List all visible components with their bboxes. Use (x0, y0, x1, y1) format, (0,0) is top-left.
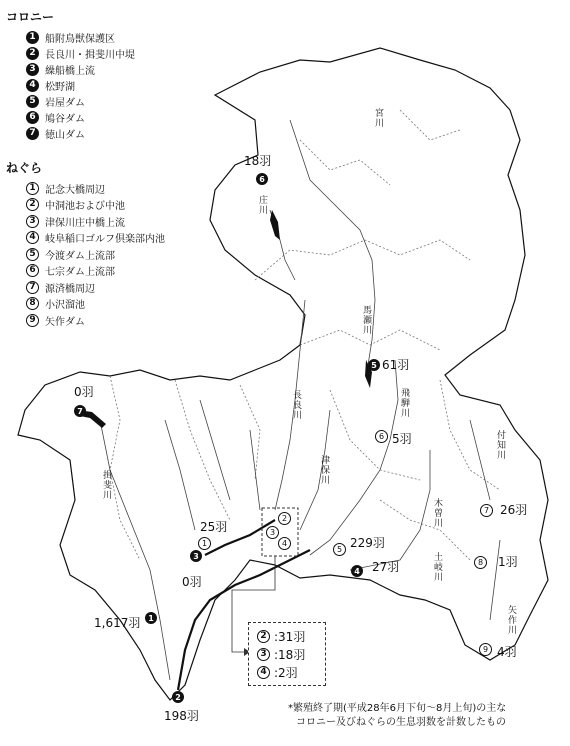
colony-marker-number: 3 (193, 551, 199, 561)
mihoro-reservoir (270, 210, 280, 240)
footnote (288, 702, 506, 730)
roost-number-badge: 7 (26, 281, 39, 294)
roost-number-badge: 2 (257, 630, 270, 643)
roost-legend-item (26, 312, 165, 329)
colony-marker-number: 2 (175, 692, 181, 702)
roost-marker-5 (333, 543, 346, 556)
roost-marker-9 (479, 643, 492, 656)
roost-number-badge: 6 (26, 264, 39, 277)
river-label-miya: 宮川 (373, 108, 383, 128)
count-roost-8: 1羽 (498, 555, 518, 569)
count-colony-2: 198羽 (164, 709, 199, 723)
colony-legend-list (26, 29, 165, 141)
colony-legend-label: 徳山ダム (45, 129, 85, 141)
colony-marker-number: 5 (371, 360, 377, 370)
roost-marker-number: 4 (281, 539, 288, 548)
river-label-nagara: 長良川 (291, 390, 301, 420)
roost-legend-item (26, 197, 165, 214)
roost-legend-item (26, 263, 165, 280)
roost-number-badge: 3 (257, 648, 270, 661)
roost-marker-number: 5 (336, 545, 343, 554)
roost-marker-4 (278, 537, 291, 550)
roost-legend-label: 中洞池および中池 (45, 201, 125, 213)
roost-number-badge: 1 (26, 182, 39, 195)
roost-marker-number: 2 (281, 514, 288, 523)
colony-legend-label: 岩屋ダム (45, 97, 85, 109)
colony-legend-label: 鳩谷ダム (45, 113, 85, 125)
inset-row (257, 627, 317, 645)
roost-marker-number: 1 (201, 539, 208, 548)
roost-marker-6 (375, 430, 388, 443)
roost-legend-label: 岐阜稲口ゴルフ倶楽部内池 (45, 234, 165, 246)
count-roost-6: 5羽 (392, 432, 412, 446)
count-roost-9: 4羽 (497, 645, 517, 659)
roost-number-badge: 3 (26, 215, 39, 228)
count-colony-1: 1,617羽 (94, 616, 141, 630)
roost-legend-label: 記念大橋周辺 (45, 184, 105, 196)
river-label-sho: 庄川 (257, 195, 267, 215)
river-label-ibi: 揖斐川 (101, 470, 111, 500)
inset-row (257, 645, 317, 663)
colony-marker-number: 7 (77, 406, 83, 416)
colony-legend-item (26, 61, 165, 77)
roost-legend-item (26, 296, 165, 313)
roost-legend-item (26, 279, 165, 296)
colony-marker-6 (256, 173, 268, 185)
roost-marker-8 (474, 556, 487, 569)
roost-legend-label: 今渡ダム上流部 (45, 250, 115, 262)
colony-legend-label: 松野湖 (45, 81, 75, 93)
river-label-hida: 飛騨川 (399, 388, 409, 418)
roost-marker-7 (480, 504, 493, 517)
colony-number-badge: 6 (26, 111, 39, 124)
footnote-line-1: *繁殖終了期(平成28年6月下旬～8月上旬)の主な (288, 703, 507, 714)
inset-value: :18羽 (274, 647, 306, 662)
roost-marker-number: 8 (477, 558, 484, 567)
count-colony-5: 61羽 (382, 358, 410, 372)
roost-legend-title: ねぐら (6, 161, 43, 175)
roost-legend-item (26, 246, 165, 263)
colony-marker-number: 6 (259, 174, 265, 184)
colony-legend-title: コロニー (6, 10, 55, 24)
inset-row (257, 663, 317, 681)
colony-legend-item (26, 29, 165, 45)
roost-cluster-inset (248, 622, 326, 686)
colony-number-badge: 7 (26, 127, 39, 140)
count-colony-6: 18羽 (244, 154, 272, 168)
river-label-kiso: 木曽川 (432, 498, 442, 528)
colony-marker-number: 4 (354, 566, 360, 576)
colony-number-badge: 5 (26, 95, 39, 108)
roost-marker-number: 7 (483, 506, 490, 515)
colony-legend-item (26, 93, 165, 109)
roost-marker-number: 3 (269, 528, 276, 537)
colony-number-badge: 3 (26, 63, 39, 76)
count-colony-3: 25羽 (200, 520, 228, 534)
river-label-maze: 馬瀬川 (361, 305, 371, 335)
roost-number-badge: 4 (257, 666, 270, 679)
roost-marker-2 (278, 512, 291, 525)
roost-marker-1 (198, 537, 211, 550)
river-label-toki: 土岐川 (432, 552, 442, 582)
colony-marker-number: 1 (148, 613, 154, 623)
roost-legend-label: 小沢溜池 (45, 300, 85, 312)
colony-legend-item (26, 109, 165, 125)
colony-legend-label: 船附鳥獣保護区 (45, 33, 115, 45)
colony-marker-2 (172, 691, 184, 703)
count-colony-4: 27羽 (372, 560, 400, 574)
roost-legend-list (26, 180, 165, 329)
count-roost-5: 229羽 (350, 536, 385, 550)
count-zero: 0羽 (182, 575, 202, 589)
colony-legend-label: 長良川・揖斐川中堤 (45, 49, 135, 61)
roost-number-badge: 5 (26, 248, 39, 261)
colony-marker-3 (190, 550, 202, 562)
colony-legend-item (26, 45, 165, 61)
roost-number-badge: 4 (26, 231, 39, 244)
roost-legend-label: 矢作ダム (45, 316, 85, 328)
colony-marker-1 (145, 612, 157, 624)
colony-legend-label: 繰船橋上流 (45, 65, 95, 77)
roost-legend-item (26, 213, 165, 230)
colony-number-badge: 2 (26, 47, 39, 60)
municipal-boundaries (110, 110, 500, 560)
river-label-yahagi: 矢作川 (506, 605, 516, 635)
legend (6, 8, 165, 329)
colony-marker-4 (351, 565, 363, 577)
footnote-line-2: コロニー及びねぐらの生息羽数を計数したもの (296, 717, 506, 728)
colony-number-badge: 1 (26, 31, 39, 44)
colony-legend-item (26, 77, 165, 93)
colony-legend-item (26, 125, 165, 141)
roost-marker-number: 9 (482, 645, 489, 654)
inset-value: :31羽 (274, 629, 306, 644)
roost-legend-item (26, 180, 165, 197)
inset-value: :2羽 (274, 665, 298, 680)
count-colony-7: 0羽 (74, 385, 94, 399)
roost-legend-label: 源済橋周辺 (45, 283, 95, 295)
roost-number-badge: 9 (26, 314, 39, 327)
roost-number-badge: 8 (26, 297, 39, 310)
roost-legend-label: 津保川庄中橋上流 (45, 217, 125, 229)
roost-marker-number: 6 (378, 432, 385, 441)
river-label-tsubo: 津保川 (319, 455, 329, 485)
roost-legend-item (26, 230, 165, 247)
count-roost-7: 26羽 (500, 503, 528, 517)
roost-legend-label: 七宗ダム上流部 (45, 267, 115, 279)
colony-number-badge: 4 (26, 79, 39, 92)
roost-number-badge: 2 (26, 198, 39, 211)
colony-marker-7 (74, 405, 86, 417)
river-label-tsuke: 付知川 (495, 430, 505, 460)
colony-marker-5 (368, 359, 380, 371)
roost-marker-3 (266, 526, 279, 539)
